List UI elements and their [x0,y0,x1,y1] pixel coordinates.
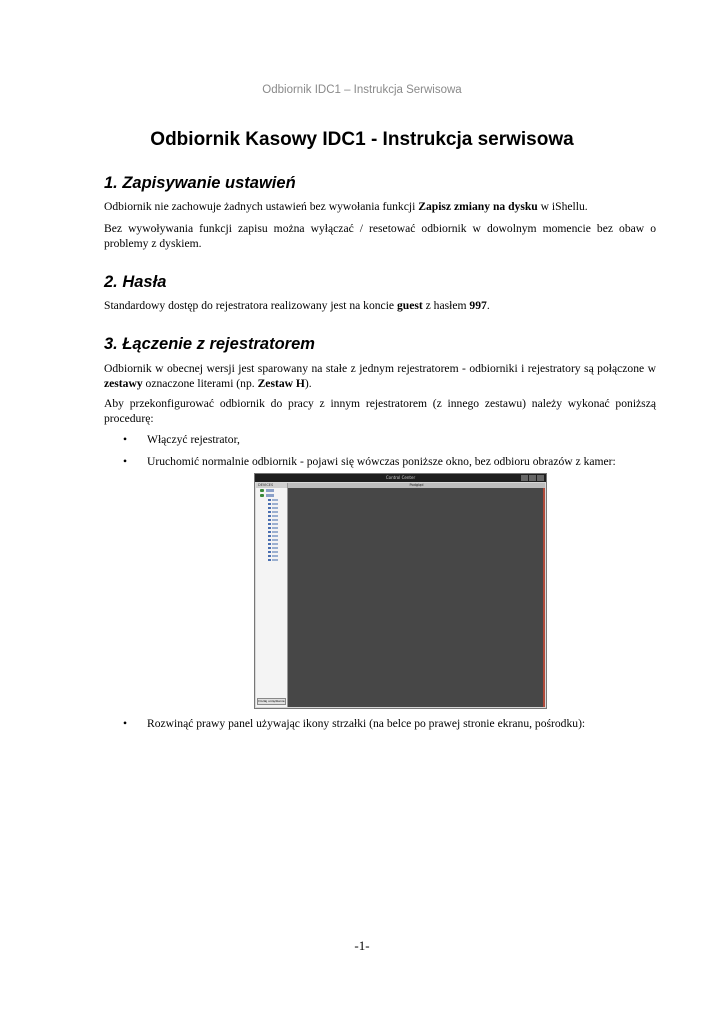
bullet-symbol: • [123,717,128,730]
section-heading-saving: 1. Zapisywanie ustawień [104,174,296,192]
paragraph-saving-2: Bez wywoływania funkcji zapisu można wyłączać / resetować odbiornik w dowolnym momencie bez obaw o problemy z dyskiem. [104,222,656,250]
list-item-text: Rozwinąć prawy panel używając ikony strzałki (na belce po prawej stronie ekranu, pośrodku): [147,717,586,730]
camera-icon [268,511,271,513]
camera-icon [268,547,271,549]
preview-header: Podgląd [288,483,545,488]
sidebar-header: DEVICES [256,483,287,488]
document-title: Odbiornik Kasowy IDC1 - Instrukcja serwisowa [150,129,574,150]
camera-icon [268,555,271,557]
section-heading-connecting: 3. Łączenie z rejestratorem [104,335,315,353]
list-item-text: Uruchomić normalnie odbiornik - pojawi się wówczas poniższe okno, bez odbioru obrazów z kamer: [147,455,616,468]
camera-icon [268,559,271,561]
screenshot-titlebar: Control Center [255,474,546,482]
add-device-button: Dodaj urządzenie [258,699,285,703]
running-header: Odbiornik IDC1 – Instrukcja Serwisowa [262,84,462,96]
camera-icon [268,527,271,529]
page-number: -1- [354,938,370,953]
window-controls [521,475,544,481]
bullet-symbol: • [123,433,128,446]
camera-icon [268,507,271,509]
paragraph-connecting-1: Odbiornik w obecnej wersji jest sparowany na stałe z jednym rejestratorem - odbiorniki i rejestratory są połączone w zestawy oznaczone literami (np. Zestaw H). [104,362,656,390]
camera-icon [268,539,271,541]
preview-area [288,488,545,707]
camera-icon [268,519,271,521]
section-heading-passwords: 2. Hasła [104,273,167,291]
camera-icon [268,531,271,533]
tree-item [268,558,287,562]
camera-icon [268,499,271,501]
paragraph-saving-1: Odbiornik nie zachowuje żadnych ustawień bez wywołania funkcji Zapisz zmiany na dysku w iShellu. [104,200,588,213]
folder-icon [260,494,264,497]
camera-icon [268,503,271,505]
minimize-icon [521,475,528,481]
camera-icon [268,543,271,545]
camera-icon [268,515,271,517]
embedded-screenshot [254,473,547,709]
list-item-text: Włączyć rejestrator, [147,433,240,446]
camera-icon [268,551,271,553]
camera-icon [268,523,271,525]
folder-icon [260,489,264,492]
paragraph-connecting-2: Aby przekonfigurować odbiornik do pracy z innym rejestratorem (z innego zestawu) należy wykonać poniższą procedurę: [104,397,656,425]
close-icon [537,475,544,481]
screenshot-sidebar [256,483,288,707]
bullet-symbol: • [123,455,128,468]
maximize-icon [529,475,536,481]
paragraph-passwords: Standardowy dostęp do rejestratora realizowany jest na koncie guest z hasłem 997. [104,299,490,312]
camera-icon [268,535,271,537]
